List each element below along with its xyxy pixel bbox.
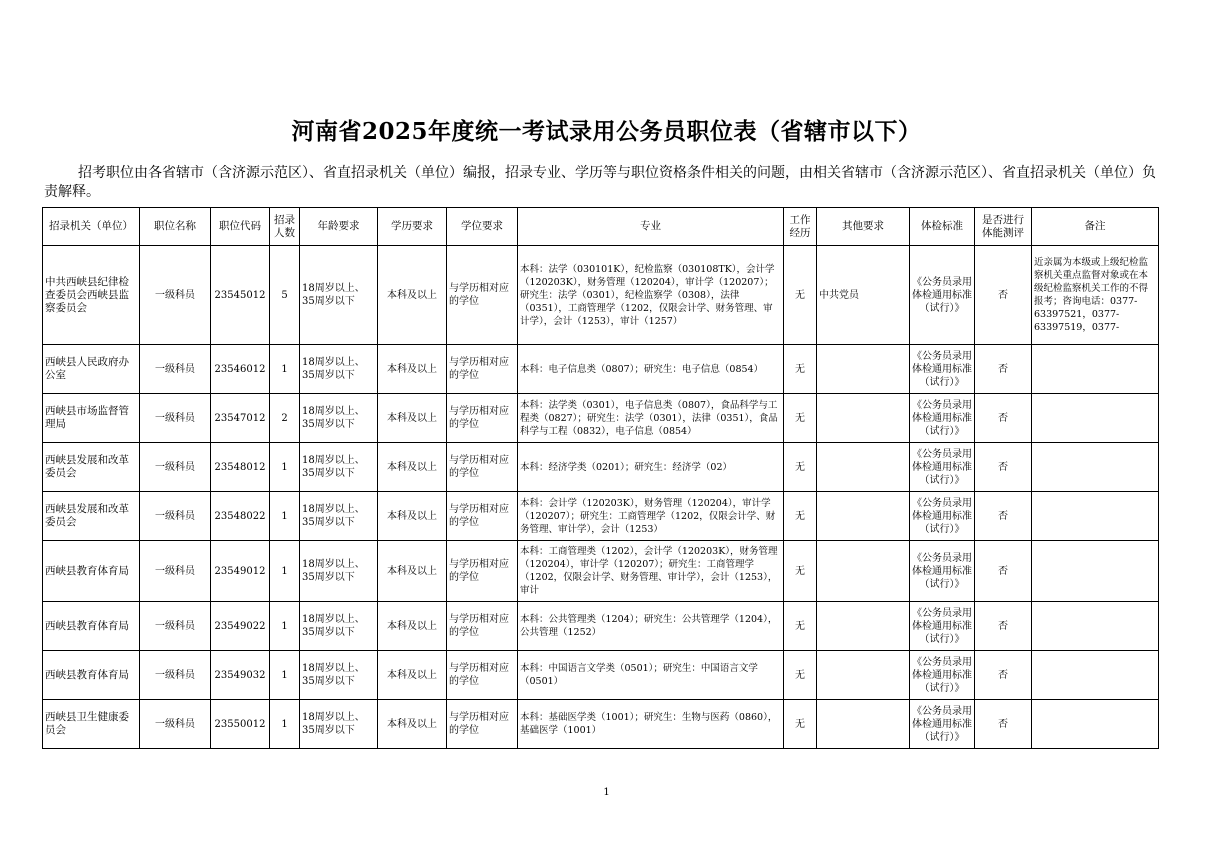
major-cell-text: 本科：电子信息类（0807）；研究生：电子信息（0854）: [520, 363, 764, 375]
fitness-cell-text: 否: [998, 289, 1008, 301]
health-cell-text: 《公务员录用体检通用标准（试行）》: [912, 552, 972, 590]
education-cell-text: 本科及以上: [387, 363, 437, 375]
degree-cell-text: 与学历相对应的学位: [449, 283, 509, 307]
experience-cell-text: 无: [795, 412, 805, 424]
education-cell-text: 本科及以上: [387, 669, 437, 681]
count-cell-text: 1: [281, 461, 288, 473]
degree-cell-text: 与学历相对应的学位: [449, 406, 509, 430]
count-cell-text: 1: [281, 718, 288, 730]
code-cell: [211, 541, 270, 602]
count-cell-text: 2: [281, 412, 288, 424]
health-cell-text: 《公务员录用体检通用标准（试行）》: [912, 656, 972, 694]
health-cell-text: 《公务员录用体检通用标准（试行）》: [912, 399, 972, 437]
code-cell-text: 23545012: [214, 289, 266, 301]
header-cell: 工作经历: [784, 208, 817, 246]
count-cell-text: 1: [281, 565, 288, 577]
age-cell-text: 18周岁以上、35周岁以下: [302, 712, 365, 736]
code-cell-text: 23549012: [214, 565, 266, 577]
health-cell: [910, 541, 975, 602]
code-cell: [211, 492, 270, 541]
major-cell: [518, 541, 784, 602]
code-cell: [211, 246, 270, 345]
note-cell: [1032, 541, 1159, 602]
major-cell: [518, 602, 784, 651]
experience-cell-text: 无: [795, 363, 805, 375]
experience-cell-text: 无: [795, 669, 805, 681]
major-cell: [518, 394, 784, 443]
degree-cell: [447, 651, 518, 700]
count-cell-text: 1: [281, 510, 288, 522]
table-row: [43, 651, 1159, 700]
org-cell-text: 西峡县市场监督管理局: [45, 405, 129, 430]
org-cell: [43, 345, 140, 394]
positions-table: [42, 207, 1159, 749]
org-cell: [43, 700, 140, 749]
education-cell: [378, 492, 447, 541]
age-cell: [300, 443, 378, 492]
org-cell-text: 西峡县发展和改革委员会: [45, 503, 129, 528]
count-cell: [270, 246, 300, 345]
age-cell: [300, 345, 378, 394]
health-cell: [910, 700, 975, 749]
degree-cell: [447, 602, 518, 651]
position-cell: [140, 700, 211, 749]
health-cell-text: 《公务员录用体检通用标准（试行）》: [912, 607, 972, 645]
header-cell: 是否进行体能测评: [975, 208, 1032, 246]
education-cell: [378, 541, 447, 602]
experience-cell: [784, 246, 817, 345]
education-cell-text: 本科及以上: [387, 620, 437, 632]
org-cell: [43, 541, 140, 602]
fitness-cell-text: 否: [998, 718, 1008, 730]
degree-cell-text: 与学历相对应的学位: [449, 504, 509, 528]
table-row: [43, 541, 1159, 602]
position-cell-text: 一级科员: [155, 565, 195, 577]
position-cell-text: 一级科员: [155, 510, 195, 522]
note-cell: [1032, 492, 1159, 541]
position-cell-text: 一级科员: [155, 718, 195, 730]
education-cell-text: 本科及以上: [387, 510, 437, 522]
page-number: 1: [603, 787, 610, 798]
org-cell-text: 西峡县教育体育局: [45, 564, 129, 577]
degree-cell-text: 与学历相对应的学位: [449, 559, 509, 583]
position-cell-text: 一级科员: [155, 620, 195, 632]
intro-paragraph: 招考职位由各省辖市（含济源示范区）、省直招录机关（单位）编报，招录专业、学历等与职位资格条件相关的问题，由相关省辖市（含济源示范区）、省直招录机关（单位）负责解释。: [44, 165, 1156, 200]
education-cell: [378, 602, 447, 651]
major-cell: [518, 651, 784, 700]
position-cell-text: 一级科员: [155, 363, 195, 375]
code-cell: [211, 700, 270, 749]
position-cell: [140, 443, 211, 492]
org-cell-text: 西峡县发展和改革委员会: [45, 454, 129, 479]
code-cell: [211, 602, 270, 651]
code-cell: [211, 651, 270, 700]
other-cell: [817, 246, 910, 345]
education-cell: [378, 394, 447, 443]
experience-cell: [784, 602, 817, 651]
note-cell: [1032, 394, 1159, 443]
experience-cell: [784, 541, 817, 602]
health-cell-text: 《公务员录用体检通用标准（试行）》: [912, 497, 972, 535]
major-cell-text: 本科：基础医学类（1001）；研究生：生物与医药（0860），基础医学（1001）: [520, 712, 778, 736]
fitness-cell: [975, 541, 1032, 602]
experience-cell-text: 无: [795, 461, 805, 473]
age-cell: [300, 492, 378, 541]
org-cell-text: 西峡县人民政府办公室: [45, 356, 129, 381]
degree-cell-text: 与学历相对应的学位: [449, 614, 509, 638]
experience-cell: [784, 700, 817, 749]
note-cell: [1032, 345, 1159, 394]
org-cell: [43, 443, 140, 492]
age-cell-text: 18周岁以上、35周岁以下: [302, 357, 365, 381]
header-cell: 年龄要求: [300, 208, 378, 246]
degree-cell-text: 与学历相对应的学位: [449, 455, 509, 479]
fitness-cell-text: 否: [998, 363, 1008, 375]
other-cell: [817, 602, 910, 651]
age-cell: [300, 394, 378, 443]
position-cell-text: 一级科员: [155, 461, 195, 473]
org-cell: [43, 651, 140, 700]
major-cell-text: 本科：法学类（0301），电子信息类（0807），食品科学与工程类（0827）；研究生：法学（0301），法律（0351），食品科学与工程（0832），电子信息（0854）: [520, 399, 778, 437]
count-cell: [270, 541, 300, 602]
header-cell: 职位代码: [211, 208, 270, 246]
count-cell: [270, 394, 300, 443]
code-cell-text: 23549032: [214, 669, 266, 681]
table-row: [43, 602, 1159, 651]
header-cell: 招录机关（单位）: [43, 208, 140, 246]
fitness-cell-text: 否: [998, 510, 1008, 522]
position-cell: [140, 345, 211, 394]
degree-cell: [447, 246, 518, 345]
health-cell-text: 《公务员录用体检通用标准（试行）》: [912, 276, 972, 314]
code-cell-text: 23547012: [214, 412, 266, 424]
fitness-cell: [975, 700, 1032, 749]
note-cell: [1032, 602, 1159, 651]
health-cell: [910, 394, 975, 443]
position-cell-text: 一级科员: [155, 412, 195, 424]
other-cell: [817, 394, 910, 443]
table-row: [43, 394, 1159, 443]
table-row: [43, 492, 1159, 541]
position-cell: [140, 394, 211, 443]
experience-cell-text: 无: [795, 620, 805, 632]
table-row: [43, 443, 1159, 492]
education-cell-text: 本科及以上: [387, 412, 437, 424]
org-cell-text: 中共西峡县纪律检查委员会西峡县监察委员会: [45, 275, 129, 314]
other-cell: [817, 651, 910, 700]
education-cell-text: 本科及以上: [387, 461, 437, 473]
major-cell-text: 本科：中国语言文学类（0501）；研究生：中国语言文学（0501）: [520, 663, 758, 687]
org-cell: [43, 492, 140, 541]
degree-cell-text: 与学历相对应的学位: [449, 663, 509, 687]
count-cell-text: 5: [281, 289, 288, 301]
experience-cell-text: 无: [795, 289, 805, 301]
note-cell: [1032, 246, 1159, 345]
age-cell-text: 18周岁以上、35周岁以下: [302, 504, 365, 528]
table-body: [43, 246, 1159, 749]
fitness-cell-text: 否: [998, 620, 1008, 632]
count-cell: [270, 700, 300, 749]
header-cell: 其他要求: [817, 208, 910, 246]
education-cell-text: 本科及以上: [387, 718, 437, 730]
count-cell: [270, 443, 300, 492]
major-cell: [518, 443, 784, 492]
fitness-cell: [975, 492, 1032, 541]
position-cell: [140, 246, 211, 345]
count-cell-text: 1: [281, 669, 288, 681]
note-cell: [1032, 651, 1159, 700]
fitness-cell-text: 否: [998, 565, 1008, 577]
other-cell-text: 中共党员: [819, 289, 859, 301]
major-cell-text: 本科：经济学类（0201）；研究生：经济学（02）: [520, 461, 733, 473]
health-cell: [910, 345, 975, 394]
age-cell: [300, 602, 378, 651]
position-cell: [140, 602, 211, 651]
fitness-cell: [975, 651, 1032, 700]
fitness-cell: [975, 602, 1032, 651]
education-cell-text: 本科及以上: [387, 565, 437, 577]
count-cell: [270, 651, 300, 700]
fitness-cell-text: 否: [998, 669, 1008, 681]
header-cell: 备注: [1032, 208, 1159, 246]
major-cell-text: 本科：法学（030101K），纪检监察（030108TK），会计学（120203K），财务管理（120204），审计学（120207）；研究生：法学（0301），纪检监察学（0308），法律（0351），工商管理学（1202，仅限会计学、财务管理、审计学），会计（1253），审计（1257）: [520, 263, 775, 327]
experience-cell-text: 无: [795, 565, 805, 577]
count-cell-text: 1: [281, 363, 288, 375]
major-cell-text: 本科：会计学（120203K），财务管理（120204），审计学（120207）；研究生：工商管理学（1202，仅限会计学、财务管理、审计学），会计（1253）: [520, 497, 776, 535]
experience-cell-text: 无: [795, 510, 805, 522]
degree-cell: [447, 394, 518, 443]
education-cell: [378, 345, 447, 394]
health-cell: [910, 651, 975, 700]
major-cell-text: 本科：工商管理类（1202），会计学（120203K），财务管理（120204），审计学（120207）；研究生：工商管理学（1202，仅限会计学、财务管理、审计学），会计（1253），审计: [520, 546, 778, 596]
position-cell: [140, 492, 211, 541]
health-cell: [910, 492, 975, 541]
experience-cell-text: 无: [795, 718, 805, 730]
org-cell: [43, 246, 140, 345]
header-cell: 招录人数: [270, 208, 300, 246]
org-cell-text: 西峡县教育体育局: [45, 668, 129, 681]
org-cell-text: 西峡县教育体育局: [45, 619, 129, 632]
age-cell-text: 18周岁以上、35周岁以下: [302, 283, 365, 307]
code-cell-text: 23548022: [214, 510, 266, 522]
major-cell: [518, 492, 784, 541]
experience-cell: [784, 492, 817, 541]
degree-cell: [447, 443, 518, 492]
code-cell: [211, 443, 270, 492]
code-cell: [211, 345, 270, 394]
health-cell-text: 《公务员录用体检通用标准（试行）》: [912, 705, 972, 743]
age-cell: [300, 246, 378, 345]
position-cell-text: 一级科员: [155, 289, 195, 301]
fitness-cell: [975, 246, 1032, 345]
document-title: 河南省2025年度统一考试录用公务员职位表（省辖市以下）: [291, 118, 922, 145]
age-cell: [300, 541, 378, 602]
code-cell-text: 23550012: [214, 718, 266, 730]
code-cell-text: 23549022: [214, 620, 266, 632]
header-cell: 学历要求: [378, 208, 447, 246]
degree-cell-text: 与学历相对应的学位: [449, 712, 509, 736]
education-cell: [378, 443, 447, 492]
header-cell: 专业: [518, 208, 784, 246]
education-cell: [378, 246, 447, 345]
count-cell-text: 1: [281, 620, 288, 632]
degree-cell: [447, 700, 518, 749]
age-cell-text: 18周岁以上、35周岁以下: [302, 663, 365, 687]
position-cell: [140, 651, 211, 700]
education-cell: [378, 651, 447, 700]
header-cell: 体检标准: [910, 208, 975, 246]
other-cell: [817, 700, 910, 749]
note-cell: [1032, 700, 1159, 749]
table-row: [43, 246, 1159, 345]
major-cell: [518, 700, 784, 749]
health-cell: [910, 602, 975, 651]
code-cell: [211, 394, 270, 443]
org-cell: [43, 602, 140, 651]
fitness-cell-text: 否: [998, 412, 1008, 424]
code-cell-text: 23548012: [214, 461, 266, 473]
experience-cell: [784, 651, 817, 700]
count-cell: [270, 602, 300, 651]
fitness-cell-text: 否: [998, 461, 1008, 473]
code-cell-text: 23546012: [214, 363, 266, 375]
degree-cell: [447, 345, 518, 394]
education-cell-text: 本科及以上: [387, 289, 437, 301]
age-cell-text: 18周岁以上、35周岁以下: [302, 559, 365, 583]
age-cell: [300, 651, 378, 700]
table-header-row: [43, 208, 1159, 246]
major-cell: [518, 345, 784, 394]
count-cell: [270, 492, 300, 541]
fitness-cell: [975, 345, 1032, 394]
position-cell-text: 一级科员: [155, 669, 195, 681]
other-cell: [817, 492, 910, 541]
other-cell: [817, 541, 910, 602]
age-cell: [300, 700, 378, 749]
table-row: [43, 345, 1159, 394]
health-cell-text: 《公务员录用体检通用标准（试行）》: [912, 448, 972, 486]
fitness-cell: [975, 443, 1032, 492]
experience-cell: [784, 345, 817, 394]
table-row: [43, 700, 1159, 749]
education-cell: [378, 700, 447, 749]
position-cell: [140, 541, 211, 602]
org-cell: [43, 394, 140, 443]
degree-cell: [447, 492, 518, 541]
note-cell-text: 近亲属为本级或上级纪检监察机关重点监督对象或在本级纪检监察机关工作的不得报考；咨询电话：0377-63397521，0377-63397519，0377-: [1034, 257, 1149, 333]
experience-cell: [784, 443, 817, 492]
degree-cell-text: 与学历相对应的学位: [449, 357, 509, 381]
health-cell: [910, 246, 975, 345]
experience-cell: [784, 394, 817, 443]
other-cell: [817, 345, 910, 394]
other-cell: [817, 443, 910, 492]
age-cell-text: 18周岁以上、35周岁以下: [302, 406, 365, 430]
note-cell: [1032, 443, 1159, 492]
count-cell: [270, 345, 300, 394]
major-cell-text: 本科：公共管理类（1204）；研究生：公共管理学（1204），公共管理（1252）: [520, 614, 778, 638]
header-cell: 职位名称: [140, 208, 211, 246]
degree-cell: [447, 541, 518, 602]
header-cell: 学位要求: [447, 208, 518, 246]
major-cell: [518, 246, 784, 345]
health-cell-text: 《公务员录用体检通用标准（试行）》: [912, 350, 972, 388]
health-cell: [910, 443, 975, 492]
age-cell-text: 18周岁以上、35周岁以下: [302, 455, 365, 479]
fitness-cell: [975, 394, 1032, 443]
age-cell-text: 18周岁以上、35周岁以下: [302, 614, 365, 638]
org-cell-text: 西峡县卫生健康委员会: [45, 711, 129, 736]
